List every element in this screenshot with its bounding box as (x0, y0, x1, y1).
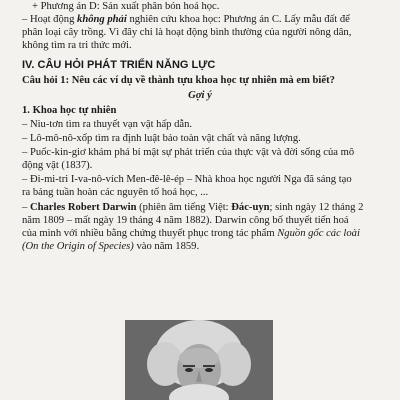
darwin-line (0, 201, 400, 214)
darwin-viet-name: Đác-uyn (231, 202, 270, 213)
text-span: + Phương án D: Sản xuất phân bón hoá học. (32, 1, 220, 12)
text-line (0, 39, 400, 52)
darwin-name: Charles Robert Darwin (29, 202, 137, 213)
subsection-title: 1. Khoa học tự nhiên (22, 105, 117, 116)
text-line (0, 0, 400, 13)
darwin-line (0, 227, 400, 240)
text-span: không tìm ra tri thức mới. (22, 40, 132, 51)
portrait-illustration (125, 320, 273, 400)
book-title-english: (On the Origin of Species) (22, 241, 134, 252)
list-item: – Lô-mô-nô-xốp tìm ra định luật bảo toàn vật chất và năng lượng. (22, 133, 301, 144)
text-span: – (22, 202, 30, 213)
book-title: Nguồn gốc các loài (277, 228, 360, 239)
darwin-line: năm 1809 – mất ngày 19 tháng 4 năm 1882). Darwin công bố thuyết tiến hoá (22, 215, 349, 226)
darwin-portrait (125, 320, 273, 400)
emphasis-text: không phải (77, 14, 127, 25)
text-span: của mình với nhiều bằng chứng thuyết phục trong tác phẩm (22, 228, 278, 239)
list-item: – Đi-mi-tri I-va-nô-vích Men-đê-lê-ép – Nhà khoa học người Nga đã sáng tạo (22, 174, 352, 185)
text-span: (phiên âm tiếng Việt: (136, 202, 232, 213)
list-item: động vật (1837). (22, 160, 93, 171)
list-item: – Niu-tơn tìm ra thuyết vạn vật hấp dẫn. (22, 119, 193, 130)
text-span: phân loại cây trồng. Vì đây chỉ là hoạt động bình thường của người nông dân, (22, 27, 352, 38)
text-span: ; sinh ngày 12 tháng 2 (269, 202, 364, 213)
question-title: Câu hỏi 1: Nêu các ví dụ về thành tựu khoa học tự nhiên mà em biết? (22, 75, 335, 86)
text-span: – Hoạt động (22, 14, 78, 25)
text-line (0, 26, 400, 39)
hint-heading: Gợi ý (188, 90, 212, 101)
list-item: ra bảng tuần hoàn các nguyên tố hoá học, ... (22, 187, 209, 198)
list-item: – Puốc-kin-giơ khám phá bí mật sự phát triển của thực vật và đời sống của mô (22, 147, 355, 158)
text-span: vào năm 1859. (133, 241, 200, 252)
darwin-line (0, 240, 400, 253)
text-span: nghiên cứu khoa học: Phương án C. Lấy mẫu đất để (126, 14, 350, 25)
section-title: IV. CÂU HỎI PHÁT TRIỂN NĂNG LỰC (22, 59, 216, 71)
text-line (0, 13, 400, 26)
